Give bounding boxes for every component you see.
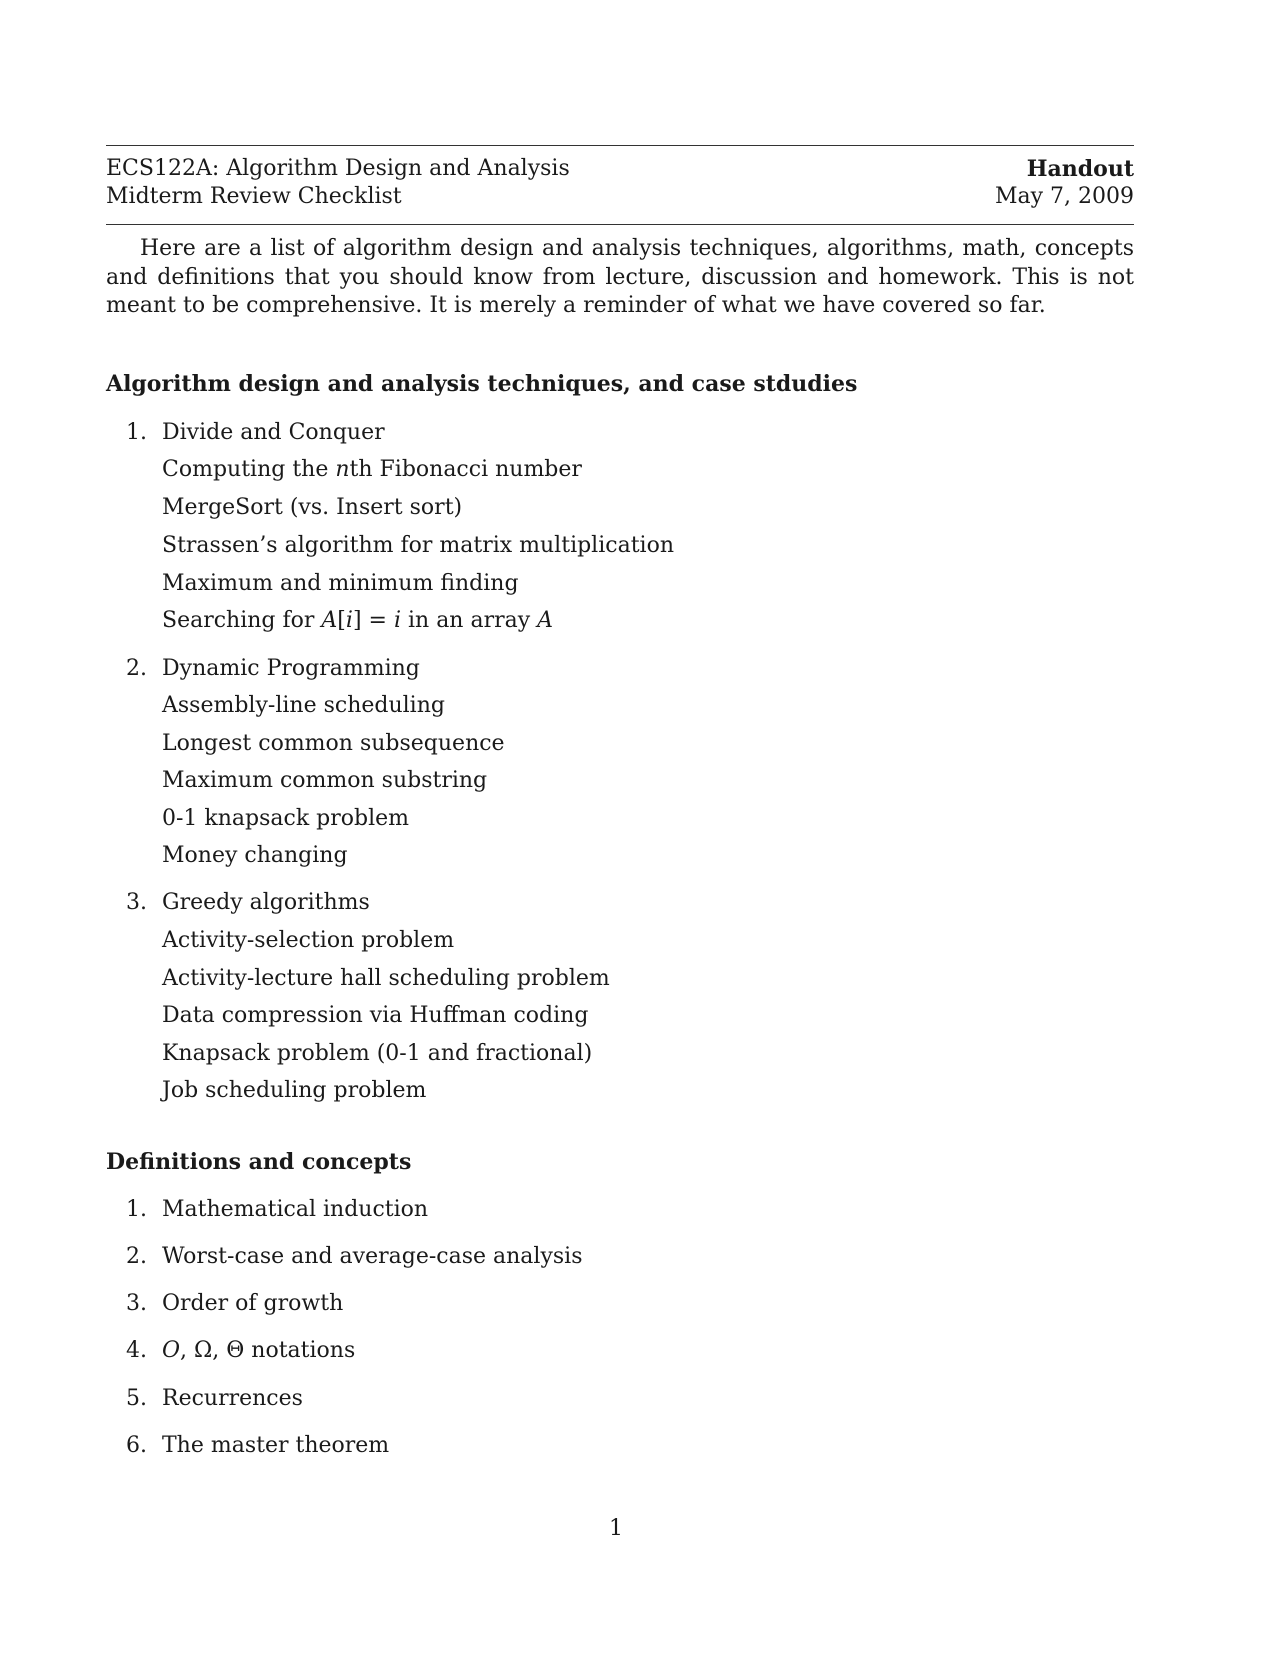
list-number: 6. [126, 1433, 147, 1458]
list-item: Longest common subsequence [162, 731, 505, 756]
header-top-rule [106, 145, 1134, 146]
group-name-dynamic-programming: Dynamic Programming [162, 656, 420, 681]
list-number: 5. [126, 1386, 147, 1411]
header-bottom-rule [106, 224, 1134, 225]
list-item: Job scheduling problem [162, 1078, 427, 1103]
group-name-greedy-algorithms: Greedy algorithms [162, 890, 370, 915]
document-date: May 7, 2009 [994, 184, 1134, 209]
list-item: Activity-lecture hall scheduling problem [162, 966, 610, 991]
intro-text: Here are a list of algorithm design and analysis techniques, algorithms, math, concepts and definitions that you should know from lecture, discussion and homework. This is not meant to be comprehensive. It is merely a reminder of what we have covered so far. [106, 236, 1134, 318]
section-title-techniques: Algorithm design and analysis techniques, and case stdudies [106, 371, 858, 397]
list-item: Maximum and minimum finding [162, 571, 519, 596]
list-item: 0-1 knapsack problem [162, 806, 410, 831]
list-item: Knapsack problem (0-1 and fractional) [162, 1041, 593, 1066]
group-number: 3. [126, 890, 147, 915]
section-title-definitions: Definitions and concepts [106, 1149, 412, 1175]
page-number: 1 [609, 1516, 623, 1541]
document-type: Handout [1026, 156, 1134, 182]
list-item: Maximum common substring [162, 768, 488, 793]
group-number: 2. [126, 656, 147, 681]
document-subtitle: Midterm Review Checklist [106, 184, 402, 209]
list-number: 1. [126, 1197, 147, 1222]
intro-paragraph [106, 235, 1134, 321]
list-item: Activity-selection problem [162, 928, 455, 953]
list-item: Money changing [162, 843, 348, 868]
list-item: Searching for A[i] = i in an array A [162, 608, 554, 633]
group-number: 1. [126, 420, 147, 445]
list-item: Recurrences [162, 1386, 303, 1411]
list-item: MergeSort (vs. Insert sort) [162, 495, 463, 520]
group-name-divide-and-conquer: Divide and Conquer [162, 420, 385, 445]
list-item: Assembly-line scheduling [162, 693, 445, 718]
list-item: Mathematical induction [162, 1197, 429, 1222]
list-item: The master theorem [162, 1433, 390, 1458]
list-item: O, Ω, Θ notations [162, 1338, 356, 1363]
list-item: Order of growth [162, 1291, 344, 1316]
list-item: Computing the nth Fibonacci number [162, 457, 582, 482]
list-number: 4. [126, 1338, 147, 1363]
list-item: Data compression via Huffman coding [162, 1003, 589, 1028]
course-title: ECS122A: Algorithm Design and Analysis [106, 156, 570, 181]
list-item: Strassen’s algorithm for matrix multiplication [162, 533, 674, 558]
list-number: 3. [126, 1291, 147, 1316]
list-number: 2. [126, 1244, 147, 1269]
list-item: Worst-case and average-case analysis [162, 1244, 583, 1269]
